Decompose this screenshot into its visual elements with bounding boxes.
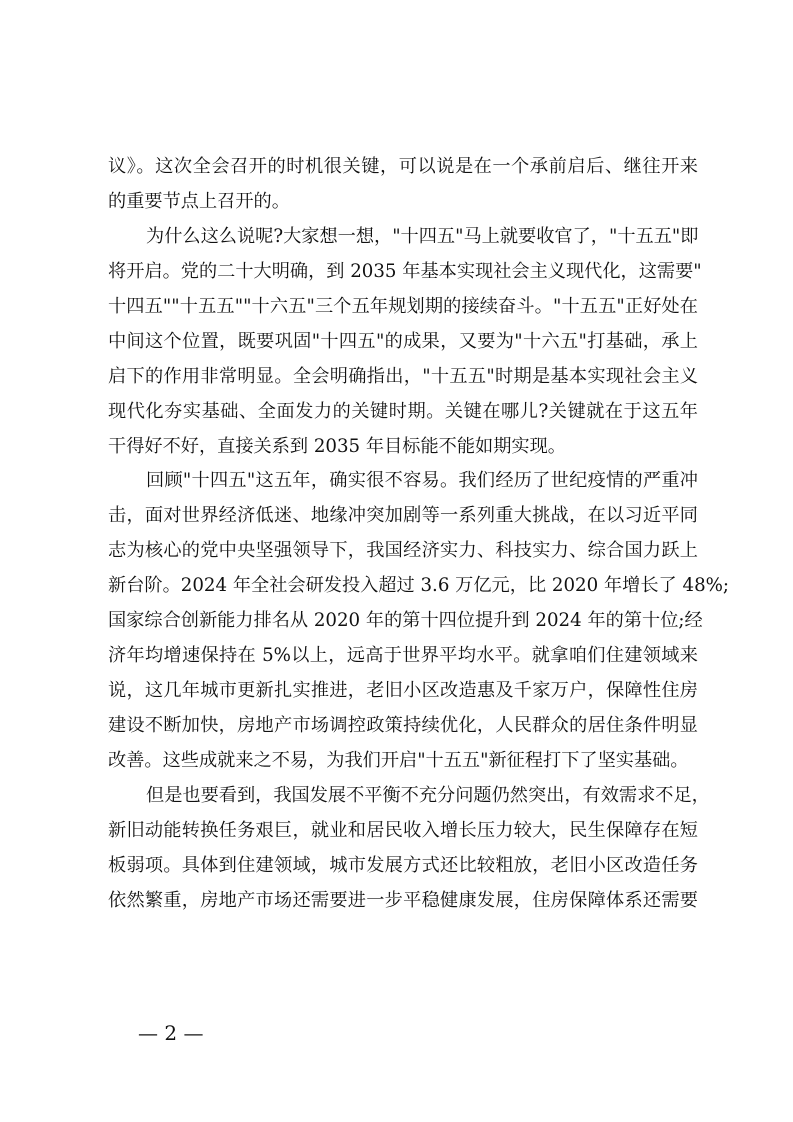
text-line: 启下的作用非常明显。全会明确指出，"十五五"时期是基本实现社会主义 bbox=[108, 365, 698, 387]
text-line: 十四五""十五五""十六五"三个五年规划期的接续奋斗。"十五五"正好处在 bbox=[108, 295, 698, 317]
text-line: 干得好不好，直接关系到 2035 年目标能不能如期实现。 bbox=[108, 435, 566, 457]
text-line: 建设不断加快，房地产市场调控政策持续优化，人民群众的居住条件明显 bbox=[108, 715, 698, 736]
text-line: 改善。这些成就来之不易，为我们开启"十五五"新征程打下了坚实基础。 bbox=[108, 749, 689, 771]
text-line: 国家综合创新能力排名从 2020 年的第十四位提升到 2024 年的第十位;经 bbox=[108, 610, 703, 632]
text-line: 板弱项。具体到住建领域，城市发展方式还比较粗放，老旧小区改造任务 bbox=[108, 854, 698, 876]
text-line: 议》。这次全会召开的时机很关键，可以说是在一个承前启后、继往开来 bbox=[108, 156, 698, 177]
text-line: 但是也要看到，我国发展不平衡不充分问题仍然突出，有效需求不足， bbox=[146, 784, 710, 806]
text-line: 济年均增速保持在 5%以上，远高于世界平均水平。就拿咱们住建领域来 bbox=[108, 645, 698, 667]
text-line: 现代化夯实基础、全面发力的关键时期。关键在哪儿?关键就在于这五年 bbox=[108, 400, 698, 422]
page-number: — 2 — bbox=[138, 1021, 204, 1045]
text-line: 为什么这么说呢?大家想一想，"十四五"马上就要收官了，"十五五"即 bbox=[146, 225, 699, 247]
text-line: 新旧动能转换任务艰巨，就业和居民收入增长压力较大，民生保障存在短 bbox=[108, 819, 698, 841]
text-line: 新台阶。2024 年全社会研发投入超过 3.6 万亿元，比 2020 年增长了 48%; bbox=[108, 575, 730, 597]
text-line: 将开启。党的二十大明确，到 2035 年基本实现社会主义现代化，这需要" bbox=[108, 260, 702, 282]
text-line: 的重要节点上召开的。 bbox=[108, 190, 290, 212]
text-line: 依然繁重，房地产市场还需要进一步平稳健康发展，住房保障体系还需要 bbox=[108, 889, 698, 911]
text-line: 说，这几年城市更新扎实推进，老旧小区改造惠及千家万户，保障性住房 bbox=[108, 680, 698, 702]
text-line: 中间这个位置，既要巩固"十四五"的成果，又要为"十六五"打基础，承上 bbox=[108, 330, 698, 352]
text-line: 志为核心的党中央坚强领导下，我国经济实力、科技实力、综合国力跃上 bbox=[108, 540, 698, 562]
text-line: 击，面对世界经济低迷、地缘冲突加剧等一系列重大挑战，在以习近平同 bbox=[108, 505, 698, 527]
body-text bbox=[108, 150, 730, 919]
text-line: 回顾"十四五"这五年，确实很不容易。我们经历了世纪疫情的严重冲 bbox=[146, 470, 698, 492]
